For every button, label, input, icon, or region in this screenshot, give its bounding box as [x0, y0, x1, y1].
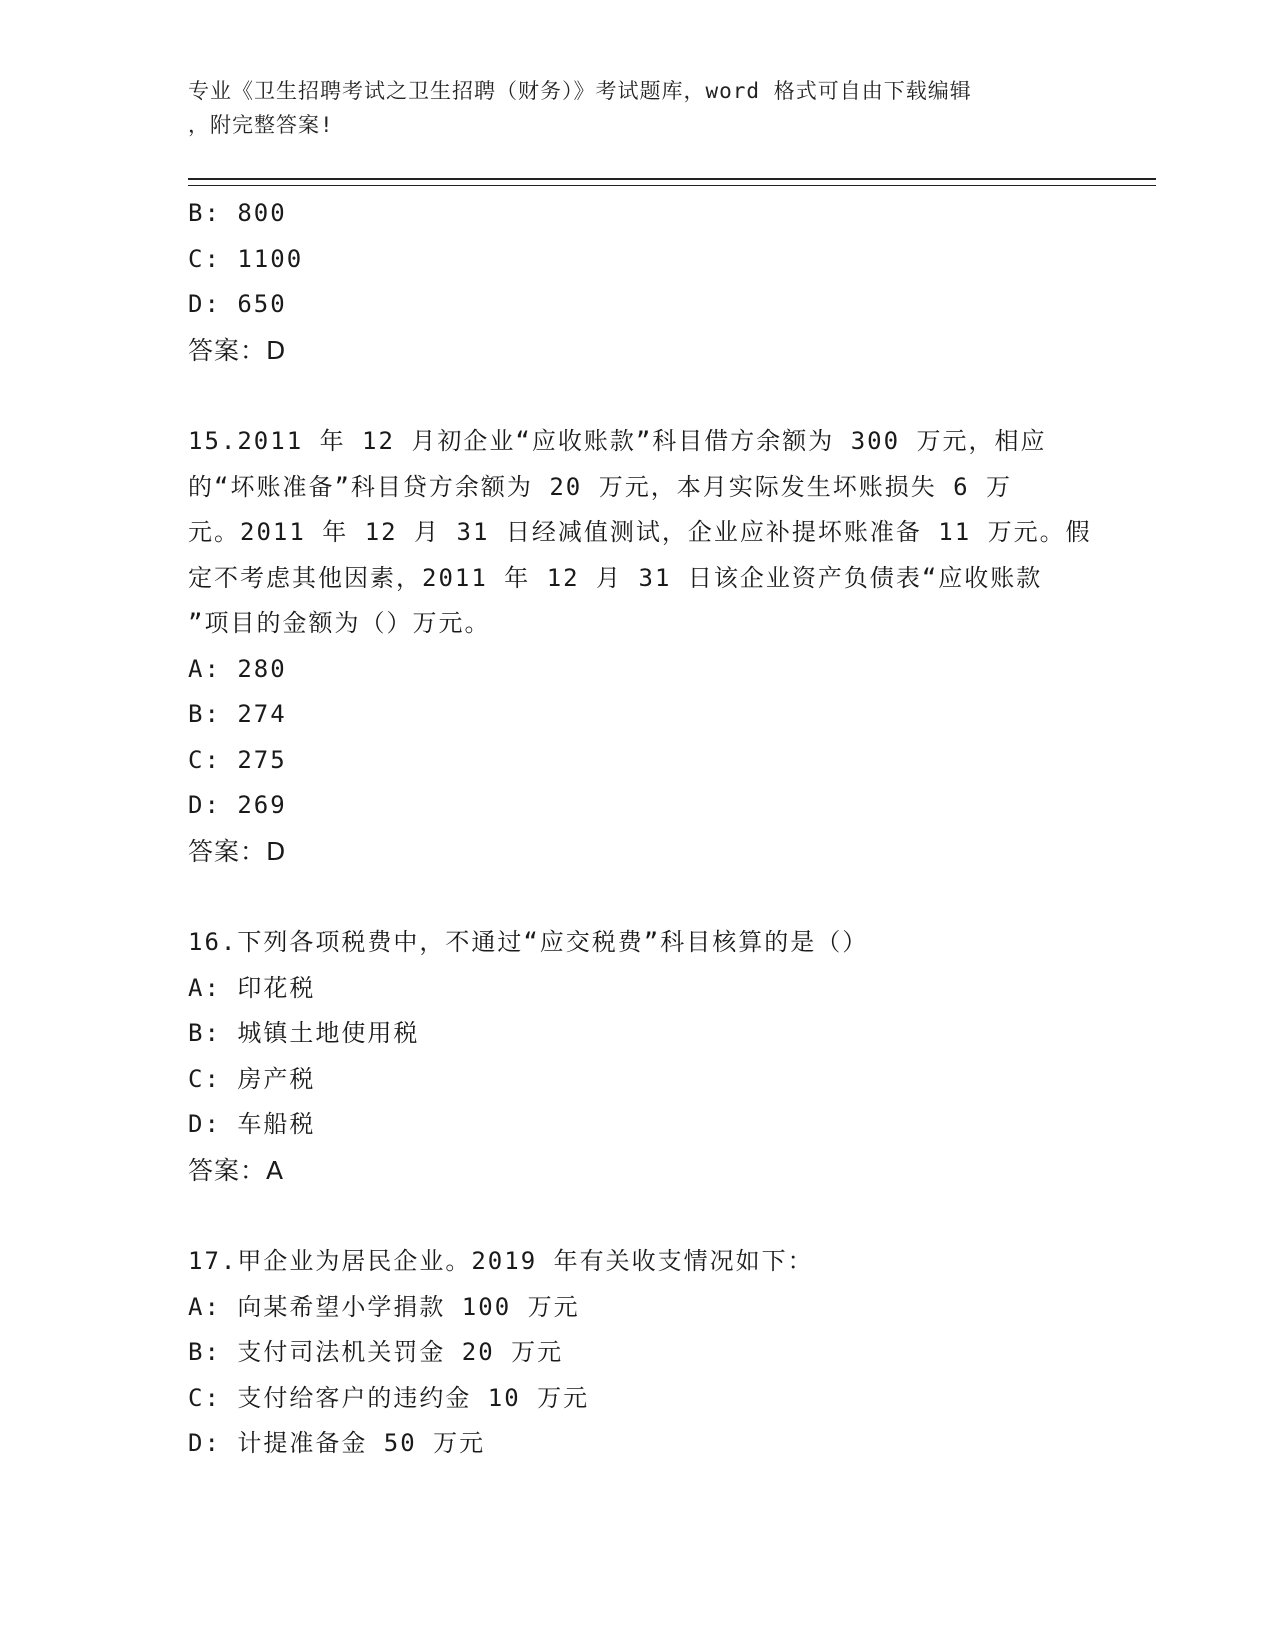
question-16 [188, 920, 1148, 1193]
option-d: D: 269 [188, 791, 287, 819]
option-a: A: 印花税 [188, 973, 316, 1002]
option-c: C: 1100 [188, 244, 304, 273]
header-line-1: 专业《卫生招聘考试之卫生招聘（财务）》考试题库，word 格式可自由下载编辑 [188, 79, 972, 103]
option-d: D: 650 [188, 290, 287, 318]
option-b: B: 城镇土地使用税 [188, 1019, 420, 1047]
question-text-line: 17.甲企业为居民企业。2019 年有关收支情况如下： [188, 1247, 814, 1275]
question-text-line: 15.2011 年 12 月初企业“应收账款”科目借方余额为 300 万元，相应 [188, 427, 1047, 455]
question-text-line: 元。2011 年 12 月 31 日经减值测试，企业应补提坏账准备 11 万元。假 [188, 518, 1092, 546]
answer-line: 答案：D [188, 335, 287, 365]
option-c: C: 支付给客户的违约金 10 万元 [188, 1383, 590, 1412]
option-b: B: 支付司法机关罚金 20 万元 [188, 1338, 564, 1366]
question-text-line: 16.下列各项税费中，不通过“应交税费”科目核算的是（） [188, 928, 869, 956]
answer-line: 答案：A [188, 1155, 285, 1185]
question-fragment [188, 191, 1148, 373]
question-17 [188, 1239, 1148, 1467]
option-a: A: 280 [188, 654, 287, 683]
option-d: D: 计提准备金 50 万元 [188, 1429, 486, 1457]
header-line-2: ，附完整答案! [188, 113, 334, 137]
option-d: D: 车船税 [188, 1110, 316, 1138]
answer-line: 答案：D [188, 836, 287, 866]
question-text-line: ”项目的金额为（）万元。 [188, 609, 491, 637]
option-b: B: 800 [188, 199, 287, 227]
question-15 [188, 419, 1148, 874]
question-list [188, 191, 1148, 1467]
option-a: A: 向某希望小学捐款 100 万元 [188, 1292, 580, 1321]
option-b: B: 274 [188, 700, 287, 728]
option-c: C: 房产税 [188, 1064, 316, 1093]
question-text-line: 定不考虑其他因素，2011 年 12 月 31 日该企业资产负债表“应收账款 [188, 563, 1043, 592]
header-divider [188, 178, 1156, 186]
question-text-line: 的“坏账准备”科目贷方余额为 20 万元，本月实际发生坏账损失 6 万 [188, 472, 1013, 501]
document-header [188, 74, 1088, 142]
option-c: C: 275 [188, 745, 287, 774]
